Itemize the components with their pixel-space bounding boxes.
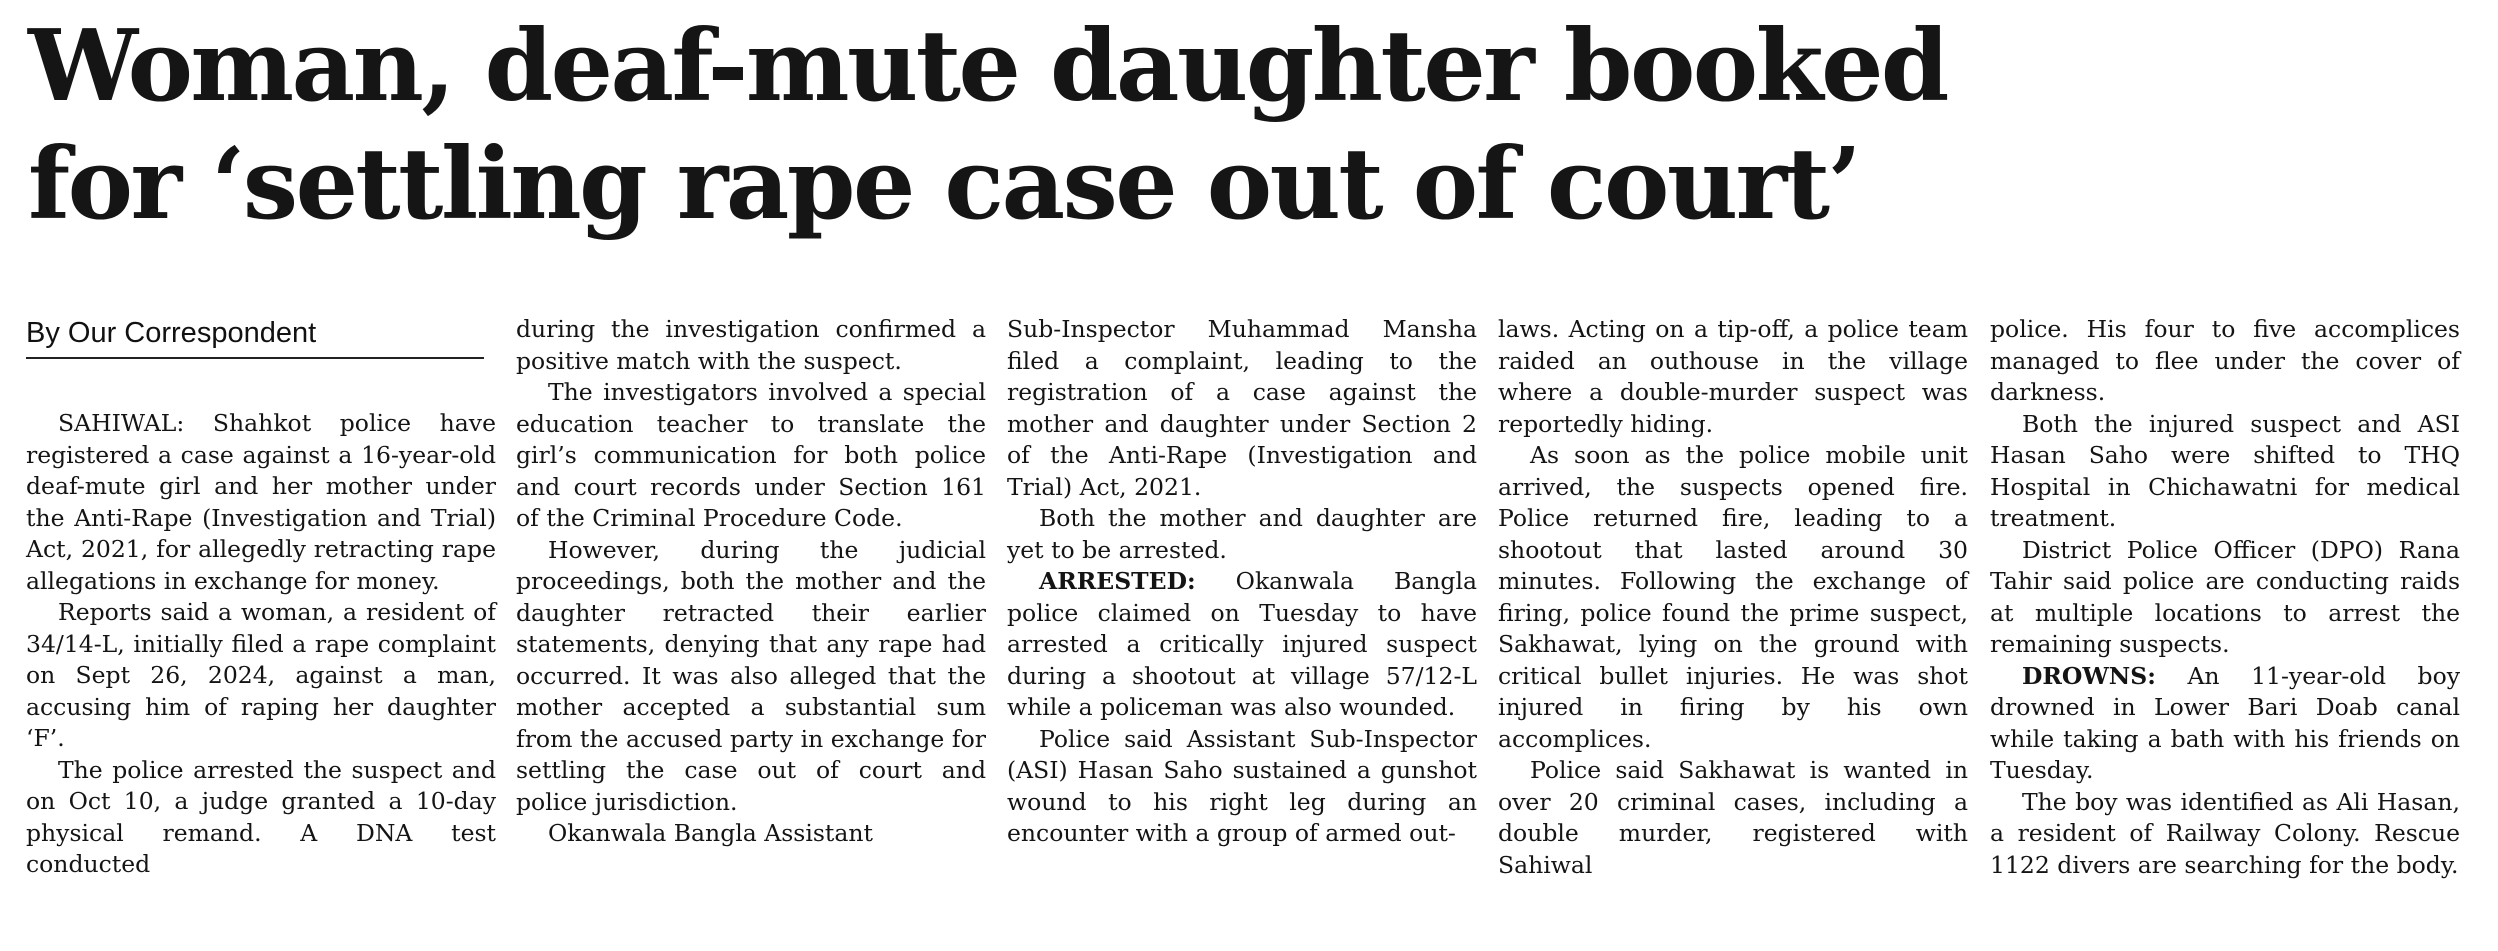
paragraph: The police arrested the suspect and on Oct 10, a judge granted a 10-day physical remand. A DNA test conducted bbox=[26, 755, 496, 878]
article-column-3 bbox=[1007, 314, 1477, 850]
paragraph bbox=[1990, 661, 2460, 787]
paragraph: However, during the judicial proceedings, both the mother and the daughter retracted their earlier statements, denying that any rape had occurred. It was also alleged that the mother accepted a substantial sum from the accused party in exchange for settling the case out of court and police jurisdiction. bbox=[516, 535, 986, 816]
paragraph: Police said Sakhawat is wanted in over 20 criminal cases, including a double murder, registered with Sahiwal bbox=[1498, 756, 1968, 879]
paragraph: Both the mother and daughter are yet to be arrested. bbox=[1007, 504, 1477, 564]
article-column-5 bbox=[1990, 314, 2460, 881]
paragraph: laws. Acting on a tip-off, a police team raided an outhouse in the village where a double-murder suspect was reportedly hiding. bbox=[1498, 315, 1968, 438]
article-column-4 bbox=[1498, 314, 1968, 881]
paragraph: District Police Officer (DPO) Rana Tahir said police are conducting raids at multiple locations to arrest the remaining suspects. bbox=[1990, 535, 2460, 658]
paragraph: SAHIWAL: Shahkot police have registered a case against a 16-year-old deaf-mute girl and her mother under the Anti-Rape (Investigation and Trial) Act, 2021, for allegedly retracting rape allegations in exchange for money. bbox=[26, 409, 496, 595]
subhead-drowns: DROWNS: bbox=[2022, 661, 2156, 690]
headline-line-1: Woman, deaf-mute daughter booked bbox=[28, 9, 1947, 124]
paragraph: Both the injured suspect and ASI Hasan Saho were shifted to THQ Hospital in Chichawatni for medical treatment. bbox=[1990, 409, 2460, 532]
paragraph: As soon as the police mobile unit arrived, the suspects opened fire. Police returned fire, leading to a shootout that lasted around 30 minutes. Following the exchange of firing, police found the prime suspect, Sakhawat, lying on the ground with critical bullet injuries. He was shot injured in firing by his own accomplices. bbox=[1498, 441, 1968, 753]
paragraph: police. His four to five accomplices managed to flee under the cover of darkness. bbox=[1990, 315, 2460, 406]
byline-divider bbox=[26, 357, 484, 359]
paragraph: Reports said a woman, a resident of 34/14-L, initially filed a rape complaint on Sept 26, 2024, against a man, accusing him of raping her daughter ‘F’. bbox=[26, 598, 496, 752]
paragraph: The investigators involved a special education teacher to translate the girl’s communication for both police and court records under Section 161 of the Criminal Procedure Code. bbox=[516, 378, 986, 532]
article-column-1 bbox=[26, 408, 496, 881]
paragraph: during the investigation confirmed a positive match with the suspect. bbox=[516, 315, 986, 375]
paragraph: Sub-Inspector Muhammad Mansha filed a complaint, leading to the registration of a case against the mother and daughter under Section 2 of the Anti-Rape (Investigation and Trial) Act, 2021. bbox=[1007, 315, 1477, 501]
paragraph-text: Okanwala Bangla police claimed on Tuesday to have arrested a critically injured suspect during a shootout at village 57/12-L while a policeman was also wounded. bbox=[1007, 567, 1477, 721]
paragraph-text: An 11-year-old boy drowned in Lower Bari Doab canal while taking a bath with his friends on Tuesday. bbox=[1990, 661, 2460, 784]
headline-line-2: for ‘settling rape case out of court’ bbox=[28, 127, 1860, 242]
paragraph: Okanwala Bangla Assistant bbox=[548, 819, 873, 847]
paragraph bbox=[1007, 566, 1477, 724]
byline: By Our Correspondent bbox=[26, 317, 317, 349]
article-column-2 bbox=[516, 314, 986, 850]
headline bbox=[28, 8, 2468, 244]
paragraph: Police said Assistant Sub-Inspector (ASI) Hasan Saho sustained a gunshot wound to his right leg during an encounter with a group of armed out- bbox=[1007, 724, 1477, 847]
subhead-arrested: ARRESTED: bbox=[1039, 567, 1196, 595]
paragraph: The boy was identified as Ali Hasan, a resident of Railway Colony. Rescue 1122 divers are searching for the body. bbox=[1990, 787, 2460, 879]
